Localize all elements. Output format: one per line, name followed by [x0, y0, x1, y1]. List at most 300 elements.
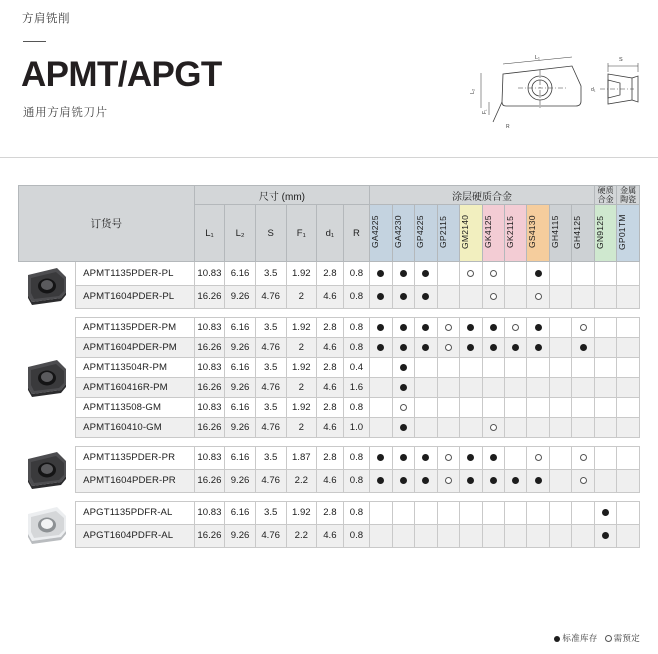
grade-cell-gp01tm — [617, 262, 640, 285]
grade-cell-gp4225 — [415, 357, 437, 377]
order-number-cell: APMT1135PDER-PR — [76, 446, 194, 469]
dimension-cell: 10.83 — [194, 357, 225, 377]
order-number-cell: APMT160410-GM — [76, 417, 194, 437]
grade-cell-gk4125 — [482, 501, 504, 524]
grade-label: GH4125 — [572, 215, 583, 249]
order-dot-icon — [490, 293, 497, 300]
stock-dot-icon — [490, 324, 497, 331]
grade-cell-ga4230 — [392, 337, 414, 357]
grade-cell-gs4130 — [527, 377, 549, 397]
dimension-cell: 6.16 — [225, 317, 256, 337]
order-dot-icon — [445, 324, 452, 331]
dimension-cell: 16.26 — [194, 285, 225, 308]
dimension-cell: 0.4 — [343, 357, 370, 377]
grade-cell-gh4125 — [572, 285, 595, 308]
grade-cell-gh4125 — [572, 262, 595, 285]
grade-cell-gh4125 — [572, 417, 595, 437]
grade-cell-ga4225 — [370, 446, 392, 469]
stock-dot-icon — [377, 344, 384, 351]
grade-cell-gs4130 — [527, 337, 549, 357]
dimension-cell: 4.6 — [317, 337, 344, 357]
header-order-no: 订货号 — [19, 186, 195, 262]
order-number-cell: APGT1135PDFR-AL — [76, 501, 194, 524]
grade-cell-gp01tm — [617, 417, 640, 437]
title-rule — [23, 41, 46, 42]
grade-cell-ga4230 — [392, 417, 414, 437]
grade-cell-gp2115 — [437, 285, 459, 308]
dimension-cell: 4.76 — [255, 417, 286, 437]
stock-dot-icon — [467, 454, 474, 461]
grade-cell-ga4225 — [370, 262, 392, 285]
grade-cell-gm2140 — [460, 501, 482, 524]
stock-dot-icon — [490, 477, 497, 484]
header-grade-gk2115 — [504, 205, 526, 262]
dimension-cell: 4.76 — [255, 337, 286, 357]
block-separator — [19, 308, 640, 317]
grade-cell-gp01tm — [617, 357, 640, 377]
dimension-cell: 0.8 — [343, 446, 370, 469]
stock-dot-icon — [400, 384, 407, 391]
grade-cell-gh4115 — [549, 501, 571, 524]
grade-label: GP4225 — [415, 216, 426, 249]
stock-dot-icon — [400, 293, 407, 300]
dimension-cell: 3.5 — [255, 317, 286, 337]
stock-dot-icon — [422, 477, 429, 484]
grade-cell-gm2140 — [460, 357, 482, 377]
dimension-cell: 2.2 — [286, 469, 317, 492]
grade-label: GP2115 — [437, 216, 448, 249]
grade-cell-gk2115 — [504, 501, 526, 524]
dimension-cell: 6.16 — [225, 262, 256, 285]
legend-open-dot-icon — [605, 635, 612, 642]
dimension-cell: 3.5 — [255, 446, 286, 469]
stock-dot-icon — [377, 270, 384, 277]
grade-cell-gp2115 — [437, 501, 459, 524]
stock-dot-icon — [535, 477, 542, 484]
grade-cell-gh4125 — [572, 317, 595, 337]
grade-cell-gp4225 — [415, 285, 437, 308]
header-grade-gh4115 — [549, 205, 571, 262]
dimension-cell: 2.8 — [317, 501, 344, 524]
grade-cell-gm2140 — [460, 469, 482, 492]
stock-dot-icon — [602, 509, 609, 516]
grade-cell-ga4230 — [392, 285, 414, 308]
grade-cell-gm2140 — [460, 524, 482, 547]
header-grade-gp4225 — [415, 205, 437, 262]
dimension-cell: 10.83 — [194, 317, 225, 337]
grade-cell-gn9125 — [594, 377, 616, 397]
dimension-cell: 4.76 — [255, 377, 286, 397]
grade-cell-ga4225 — [370, 337, 392, 357]
grade-cell-gp2115 — [437, 377, 459, 397]
table-row[interactable] — [19, 524, 640, 547]
legend — [554, 632, 640, 644]
grade-cell-gs4130 — [527, 285, 549, 308]
grade-cell-ga4225 — [370, 357, 392, 377]
grade-cell-gk4125 — [482, 417, 504, 437]
grade-cell-gk2115 — [504, 397, 526, 417]
grade-cell-gn9125 — [594, 357, 616, 377]
dimension-cell: 0.8 — [343, 337, 370, 357]
grade-cell-gh4125 — [572, 524, 595, 547]
header-dim-2: S — [255, 205, 286, 262]
dimension-cell: 10.83 — [194, 397, 225, 417]
dimension-cell: 2.8 — [317, 317, 344, 337]
legend-stock-label: 标准库存 — [562, 633, 598, 643]
grade-cell-ga4225 — [370, 524, 392, 547]
grade-label: GM2140 — [460, 215, 471, 250]
grade-cell-gs4130 — [527, 262, 549, 285]
grade-cell-gk4125 — [482, 317, 504, 337]
grade-cell-gn9125 — [594, 317, 616, 337]
grade-cell-gp01tm — [617, 377, 640, 397]
order-dot-icon — [535, 293, 542, 300]
grade-cell-gk4125 — [482, 285, 504, 308]
grade-cell-ga4230 — [392, 262, 414, 285]
dimension-cell: 4.6 — [317, 469, 344, 492]
dimension-cell: 2.8 — [317, 397, 344, 417]
dimension-cell: 4.6 — [317, 524, 344, 547]
grade-cell-gk4125 — [482, 446, 504, 469]
order-dot-icon — [580, 324, 587, 331]
header-carbide: 硬质合金 — [594, 186, 616, 205]
grade-label: GK4125 — [482, 216, 493, 249]
dimension-cell: 9.26 — [225, 377, 256, 397]
grade-cell-gp2115 — [437, 317, 459, 337]
grade-cell-gp4225 — [415, 469, 437, 492]
header-divider — [0, 157, 658, 158]
dimension-cell: 2 — [286, 417, 317, 437]
product-table — [18, 185, 640, 548]
dimension-cell: 3.5 — [255, 397, 286, 417]
grade-cell-gh4125 — [572, 446, 595, 469]
stock-dot-icon — [422, 324, 429, 331]
dimension-cell: 9.26 — [225, 285, 256, 308]
dimension-cell: 2.8 — [317, 446, 344, 469]
stock-dot-icon — [400, 324, 407, 331]
dimension-cell: 1.92 — [286, 357, 317, 377]
grade-cell-gm2140 — [460, 446, 482, 469]
svg-text:L₂: L₂ — [470, 88, 476, 94]
grade-cell-ga4230 — [392, 317, 414, 337]
order-number-cell: APGT1604PDFR-AL — [76, 524, 194, 547]
grade-cell-gh4125 — [572, 501, 595, 524]
stock-dot-icon — [400, 364, 407, 371]
dimension-cell: 2.8 — [317, 357, 344, 377]
svg-text:F₁: F₁ — [482, 109, 488, 114]
grade-label: GA4225 — [370, 216, 381, 249]
table-row[interactable] — [19, 337, 640, 357]
grade-cell-ga4230 — [392, 524, 414, 547]
stock-dot-icon — [535, 270, 542, 277]
header-grade-gh4125 — [572, 205, 595, 262]
dimension-cell: 0.8 — [343, 501, 370, 524]
grade-cell-ga4230 — [392, 357, 414, 377]
grade-cell-gh4115 — [549, 357, 571, 377]
order-dot-icon — [490, 270, 497, 277]
grade-cell-gk2115 — [504, 377, 526, 397]
stock-dot-icon — [535, 344, 542, 351]
insert-photo — [19, 501, 76, 547]
table-row[interactable] — [19, 317, 640, 337]
stock-dot-icon — [422, 270, 429, 277]
grade-cell-ga4225 — [370, 501, 392, 524]
dimension-cell: 1.92 — [286, 317, 317, 337]
grade-cell-gn9125 — [594, 524, 616, 547]
stock-dot-icon — [490, 454, 497, 461]
table-row[interactable] — [19, 262, 640, 285]
grade-cell-ga4225 — [370, 285, 392, 308]
page-subtitle: 通用方肩铣刀片 — [23, 107, 108, 119]
svg-text:R: R — [506, 124, 510, 130]
order-dot-icon — [535, 454, 542, 461]
grade-cell-gp01tm — [617, 285, 640, 308]
header-grade-gm2140 — [460, 205, 482, 262]
order-number-cell: APMT160416R-PM — [76, 377, 194, 397]
order-dot-icon — [490, 424, 497, 431]
grade-cell-gs4130 — [527, 397, 549, 417]
grade-cell-gs4130 — [527, 501, 549, 524]
grade-cell-gm2140 — [460, 417, 482, 437]
dimension-cell: 0.8 — [343, 397, 370, 417]
grade-cell-gn9125 — [594, 285, 616, 308]
dimension-cell: 16.26 — [194, 417, 225, 437]
header-dim-1: L₂ — [225, 205, 256, 262]
table-row[interactable] — [19, 469, 640, 492]
header-grade-ga4230 — [392, 205, 414, 262]
grade-cell-gk2115 — [504, 417, 526, 437]
header-dim-5: R — [343, 205, 370, 262]
grade-cell-gk4125 — [482, 524, 504, 547]
grade-cell-gp4225 — [415, 501, 437, 524]
dimension-cell: 0.8 — [343, 262, 370, 285]
grade-cell-gn9125 — [594, 446, 616, 469]
grade-cell-ga4225 — [370, 417, 392, 437]
grade-label: GA4230 — [392, 216, 403, 249]
dimension-cell: 16.26 — [194, 337, 225, 357]
svg-text:d₁: d₁ — [591, 87, 596, 93]
grade-cell-gp4225 — [415, 377, 437, 397]
grade-cell-gh4115 — [549, 262, 571, 285]
dimension-cell: 6.16 — [225, 501, 256, 524]
stock-dot-icon — [400, 270, 407, 277]
grade-cell-gm2140 — [460, 377, 482, 397]
order-number-cell: APMT113508-GM — [76, 397, 194, 417]
grade-cell-ga4230 — [392, 446, 414, 469]
grade-cell-gh4125 — [572, 397, 595, 417]
grade-cell-gm2140 — [460, 262, 482, 285]
block-separator — [19, 492, 640, 501]
order-dot-icon — [445, 454, 452, 461]
header-dim-4: d₁ — [317, 205, 344, 262]
grade-label: GN9125 — [594, 215, 605, 249]
order-number-cell: APMT1604PDER-PL — [76, 285, 194, 308]
stock-dot-icon — [580, 344, 587, 351]
dimension-cell: 3.5 — [255, 501, 286, 524]
grade-cell-gk4125 — [482, 377, 504, 397]
grade-cell-gk2115 — [504, 317, 526, 337]
grade-cell-gh4125 — [572, 357, 595, 377]
grade-cell-gk4125 — [482, 337, 504, 357]
grade-cell-ga4225 — [370, 397, 392, 417]
grade-cell-gk4125 — [482, 397, 504, 417]
header-grade-gn9125 — [594, 205, 616, 262]
dimension-cell: 6.16 — [225, 397, 256, 417]
grade-cell-gp4225 — [415, 446, 437, 469]
grade-cell-gh4125 — [572, 337, 595, 357]
page-category: 方肩铣削 — [22, 13, 70, 25]
page-title: APMT/APGT — [21, 55, 222, 94]
grade-cell-gp01tm — [617, 469, 640, 492]
header-dimensions: 尺寸 (mm) — [194, 186, 370, 205]
grade-cell-ga4230 — [392, 469, 414, 492]
stock-dot-icon — [400, 344, 407, 351]
grade-cell-gm2140 — [460, 285, 482, 308]
dimension-cell: 4.76 — [255, 469, 286, 492]
grade-cell-gs4130 — [527, 317, 549, 337]
stock-dot-icon — [512, 344, 519, 351]
grade-cell-gp01tm — [617, 317, 640, 337]
stock-dot-icon — [467, 344, 474, 351]
insert-photo — [19, 446, 76, 492]
grade-cell-gh4115 — [549, 377, 571, 397]
grade-cell-gp2115 — [437, 524, 459, 547]
grade-cell-gs4130 — [527, 469, 549, 492]
order-dot-icon — [467, 270, 474, 277]
grade-cell-ga4225 — [370, 317, 392, 337]
grade-cell-gk4125 — [482, 357, 504, 377]
grade-cell-gp4225 — [415, 317, 437, 337]
grade-cell-gs4130 — [527, 524, 549, 547]
grade-cell-gh4125 — [572, 469, 595, 492]
grade-cell-gn9125 — [594, 417, 616, 437]
table-row[interactable] — [19, 357, 640, 377]
block-separator — [19, 437, 640, 446]
grade-cell-gk2115 — [504, 469, 526, 492]
header-grade-gp2115 — [437, 205, 459, 262]
grade-label: GP01TM — [617, 214, 628, 251]
grade-cell-gm2140 — [460, 317, 482, 337]
grade-cell-gm2140 — [460, 397, 482, 417]
grade-cell-gp4225 — [415, 417, 437, 437]
table-row[interactable] — [19, 377, 640, 397]
header-cermet: 金属陶瓷 — [617, 186, 640, 205]
svg-text:L₁: L₁ — [535, 55, 540, 61]
grade-cell-gh4115 — [549, 417, 571, 437]
table-row[interactable] — [19, 417, 640, 437]
order-dot-icon — [445, 344, 452, 351]
svg-text:S: S — [619, 57, 623, 63]
grade-cell-gk2115 — [504, 446, 526, 469]
stock-dot-icon — [467, 324, 474, 331]
table-row[interactable] — [19, 446, 640, 469]
grade-cell-gh4115 — [549, 469, 571, 492]
insert-photo — [19, 317, 76, 437]
grade-cell-gp01tm — [617, 501, 640, 524]
dimension-cell: 16.26 — [194, 377, 225, 397]
grade-cell-gk2115 — [504, 337, 526, 357]
order-dot-icon — [512, 324, 519, 331]
dimension-cell: 2 — [286, 377, 317, 397]
grade-cell-gk2115 — [504, 357, 526, 377]
dimension-cell: 10.83 — [194, 262, 225, 285]
header-grade-gp01tm — [617, 205, 640, 262]
table-row[interactable] — [19, 285, 640, 308]
grade-cell-gh4115 — [549, 337, 571, 357]
grade-cell-gp2115 — [437, 262, 459, 285]
dimension-cell: 16.26 — [194, 524, 225, 547]
dimension-cell: 6.16 — [225, 357, 256, 377]
dimension-cell: 0.8 — [343, 524, 370, 547]
legend-order-label: 需预定 — [613, 633, 640, 643]
order-number-cell: APMT1604PDER-PR — [76, 469, 194, 492]
dimension-cell: 3.5 — [255, 262, 286, 285]
stock-dot-icon — [535, 324, 542, 331]
dimension-cell: 10.83 — [194, 501, 225, 524]
order-dot-icon — [580, 477, 587, 484]
grade-cell-gk4125 — [482, 469, 504, 492]
dimension-cell: 0.8 — [343, 469, 370, 492]
grade-cell-gk2115 — [504, 262, 526, 285]
dimension-cell: 1.92 — [286, 262, 317, 285]
header-grade-gs4130 — [527, 205, 549, 262]
grade-cell-gn9125 — [594, 501, 616, 524]
order-number-cell: APMT1135PDER-PL — [76, 262, 194, 285]
grade-label: GS4130 — [527, 216, 538, 249]
grade-cell-gh4115 — [549, 446, 571, 469]
dimension-cell: 9.26 — [225, 524, 256, 547]
order-dot-icon — [400, 404, 407, 411]
grade-cell-ga4230 — [392, 501, 414, 524]
stock-dot-icon — [490, 344, 497, 351]
table-row[interactable] — [19, 397, 640, 417]
stock-dot-icon — [467, 477, 474, 484]
dimension-cell: 0.8 — [343, 285, 370, 308]
dimension-cell: 9.26 — [225, 469, 256, 492]
stock-dot-icon — [377, 293, 384, 300]
table-header — [19, 186, 640, 262]
stock-dot-icon — [422, 454, 429, 461]
grade-cell-ga4225 — [370, 469, 392, 492]
stock-dot-icon — [377, 454, 384, 461]
order-dot-icon — [580, 454, 587, 461]
grade-cell-gn9125 — [594, 397, 616, 417]
grade-cell-gh4115 — [549, 317, 571, 337]
dimension-cell: 1.6 — [343, 377, 370, 397]
grade-cell-gh4115 — [549, 524, 571, 547]
grade-cell-gn9125 — [594, 262, 616, 285]
stock-dot-icon — [377, 324, 384, 331]
grade-cell-gp01tm — [617, 397, 640, 417]
table-body — [19, 262, 640, 548]
legend-filled-dot-icon — [554, 636, 560, 642]
header-dim-3: F₁ — [286, 205, 317, 262]
stock-dot-icon — [422, 293, 429, 300]
order-number-cell: APMT1604PDER-PM — [76, 337, 194, 357]
grade-cell-gs4130 — [527, 417, 549, 437]
dimension-cell: 1.0 — [343, 417, 370, 437]
dimension-cell: 16.26 — [194, 469, 225, 492]
dimension-cell: 4.6 — [317, 377, 344, 397]
table-row[interactable] — [19, 501, 640, 524]
stock-dot-icon — [377, 477, 384, 484]
grade-cell-gk2115 — [504, 524, 526, 547]
grade-cell-gp2115 — [437, 469, 459, 492]
dimension-cell: 4.76 — [255, 285, 286, 308]
grade-cell-gk2115 — [504, 285, 526, 308]
dimension-cell: 1.92 — [286, 397, 317, 417]
grade-cell-gp01tm — [617, 446, 640, 469]
